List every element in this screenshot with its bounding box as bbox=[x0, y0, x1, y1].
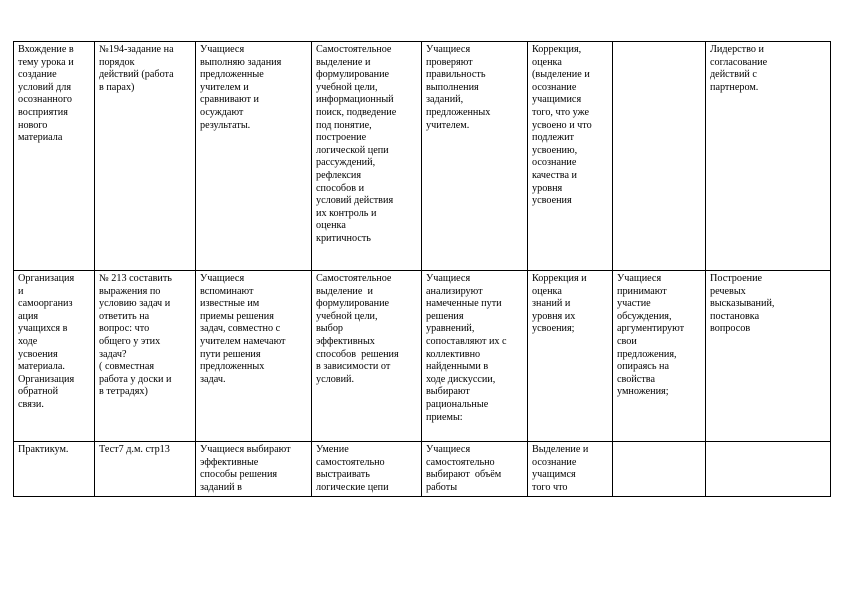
table-cell: Вхождение в тему урока и создание условий для осознанного восприятия нового материала bbox=[14, 42, 95, 271]
table-cell bbox=[613, 42, 706, 271]
table-cell: Умение самостоятельно выстраивать логические цепи bbox=[312, 442, 422, 497]
table-cell: Учащиеся анализируют намеченные пути решения уравнений, сопоставляют их с коллективно найденными в ходе дискуссии, выбирают рациональные приемы: bbox=[422, 271, 528, 442]
table-cell: Коррекция и оценка знаний и уровня их усвоения; bbox=[528, 271, 613, 442]
table-cell: №194-задание на порядок действий (работа в парах) bbox=[95, 42, 196, 271]
table-cell: Самостоятельное выделение и формулирование учебной цели, выбор эффективных способов решения в зависимости от условий. bbox=[312, 271, 422, 442]
table-cell: Учащиеся принимают участие обсуждения, аргументируют свои предложения, опираясь на свойства умножения; bbox=[613, 271, 706, 442]
table-row bbox=[14, 271, 831, 442]
table-cell: Практикум. bbox=[14, 442, 95, 497]
table-cell bbox=[613, 442, 706, 497]
lesson-plan-table bbox=[13, 41, 831, 497]
table-cell: Учащиеся выполняю задания предложенные учителем и сравнивают и осуждают результаты. bbox=[196, 42, 312, 271]
table-cell: № 213 составить выражения по условию задач и ответить на вопрос: что общего у этих задач? ( совместная работа у доски и в тетрадях) bbox=[95, 271, 196, 442]
table-row bbox=[14, 442, 831, 497]
table-cell: Выделение и осознание учащимся того что bbox=[528, 442, 613, 497]
table-cell: Лидерство и согласование действий с партнером. bbox=[706, 42, 831, 271]
table-cell: Самостоятельное выделение и формулирование учебной цели, информационный поиск, подведение под понятие, построение логической цепи рассуждений, рефлексия способов и условий действия их контроль и оценка критичность bbox=[312, 42, 422, 271]
table-cell: Учащиеся самостоятельно выбирают объём работы bbox=[422, 442, 528, 497]
table-cell: Учащиеся выбирают эффективные способы решения заданий в bbox=[196, 442, 312, 497]
table-cell: Организация и самоорганиз ация учащихся в ходе усвоения материала. Организация обратной связи. bbox=[14, 271, 95, 442]
table-row bbox=[14, 42, 831, 271]
table-cell: Учащиеся проверяют правильность выполнения заданий, предложенных учителем. bbox=[422, 42, 528, 271]
table-cell bbox=[706, 442, 831, 497]
table-cell: Тест7 д.м. стр13 bbox=[95, 442, 196, 497]
table-cell: Коррекция, оценка (выделение и осознание учащимися того, что уже усвоено и что подлежит усвоению, осознание качества и уровня усвоения bbox=[528, 42, 613, 271]
table-cell: Учащиеся вспоминают известные им приемы решения задач, совместно с учителем намечают пути решения предложенных задач. bbox=[196, 271, 312, 442]
table-cell: Построение речевых высказываний, постановка вопросов bbox=[706, 271, 831, 442]
